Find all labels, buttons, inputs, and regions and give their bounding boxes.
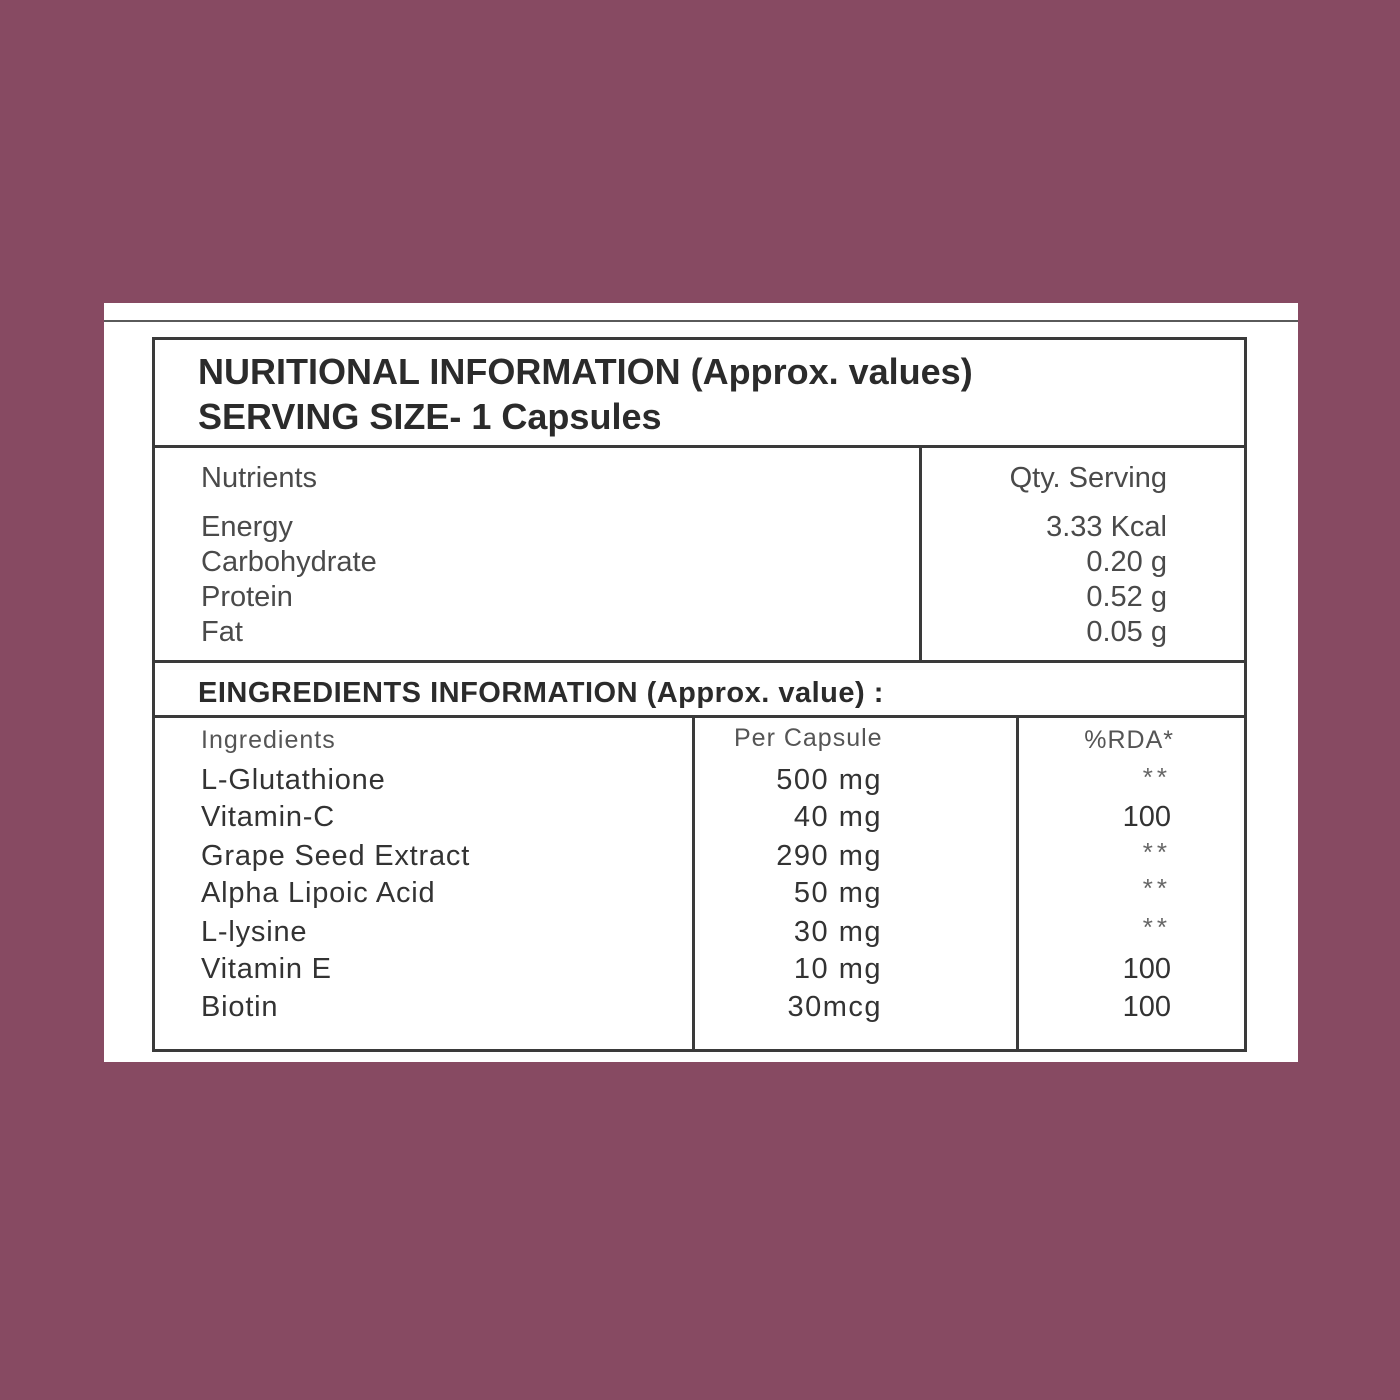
ingredient-name: L-lysine (201, 916, 308, 948)
ingredient-name: L-Glutathione (201, 764, 386, 796)
serving-size: SERVING SIZE- 1 Capsules (198, 396, 662, 437)
ingredient-name: Vitamin E (201, 953, 332, 985)
table-title: NURITIONAL INFORMATION (Approx. values) (198, 351, 973, 392)
ingredient-name: Vitamin-C (201, 801, 335, 833)
ingredients-column-header: Ingredients (201, 726, 336, 754)
nutrient-qty: 3.33 Kcal (1046, 511, 1167, 543)
ingredient-rda: 100 (1122, 801, 1171, 833)
header-divider (155, 445, 1244, 448)
ingredient-amount: 40 mg (793, 801, 882, 833)
ingredient-rda: ** (1142, 762, 1171, 792)
ingredient-amount: 30 mg (793, 916, 882, 948)
ingredient-rda: ** (1142, 837, 1171, 867)
nutrient-name: Energy (201, 511, 293, 543)
top-divider (104, 320, 1298, 322)
nutrient-name: Carbohydrate (201, 546, 377, 578)
rda-column-header: %RDA* (1084, 726, 1174, 754)
nutrient-qty: 0.52 g (1086, 581, 1167, 613)
ingredient-rda: ** (1142, 912, 1171, 942)
ingredients-column-divider-1 (692, 718, 695, 1052)
nutrient-name: Fat (201, 616, 243, 648)
nutrient-qty: 0.20 g (1086, 546, 1167, 578)
ingredients-heading: EINGREDIENTS INFORMATION (Approx. value) : (198, 677, 884, 709)
ingredient-amount: 10 mg (793, 953, 882, 985)
nutrient-name: Protein (201, 581, 293, 613)
nutrition-table (152, 337, 1247, 1052)
ingredient-rda: ** (1142, 873, 1171, 903)
nutrients-column-header: Nutrients (201, 462, 318, 494)
ingredient-name: Alpha Lipoic Acid (201, 877, 436, 909)
ingredient-amount: 30mcg (787, 991, 882, 1023)
ingredients-heading-divider (155, 715, 1244, 718)
ingredient-name: Grape Seed Extract (201, 840, 471, 872)
ingredient-name: Biotin (201, 991, 279, 1023)
nutrients-column-divider (919, 448, 922, 660)
ingredient-rda: 100 (1122, 991, 1171, 1023)
nutrition-label-card (104, 303, 1298, 1062)
per-capsule-column-header: Per Capsule (734, 724, 883, 752)
nutrient-qty: 0.05 g (1086, 616, 1167, 648)
nutrients-divider (155, 660, 1244, 663)
ingredient-amount: 290 mg (776, 840, 882, 872)
ingredient-amount: 50 mg (793, 877, 882, 909)
qty-column-header: Qty. Serving (1009, 462, 1167, 494)
ingredient-amount: 500 mg (776, 764, 882, 796)
ingredients-column-divider-2 (1016, 718, 1019, 1052)
ingredient-rda: 100 (1122, 953, 1171, 985)
